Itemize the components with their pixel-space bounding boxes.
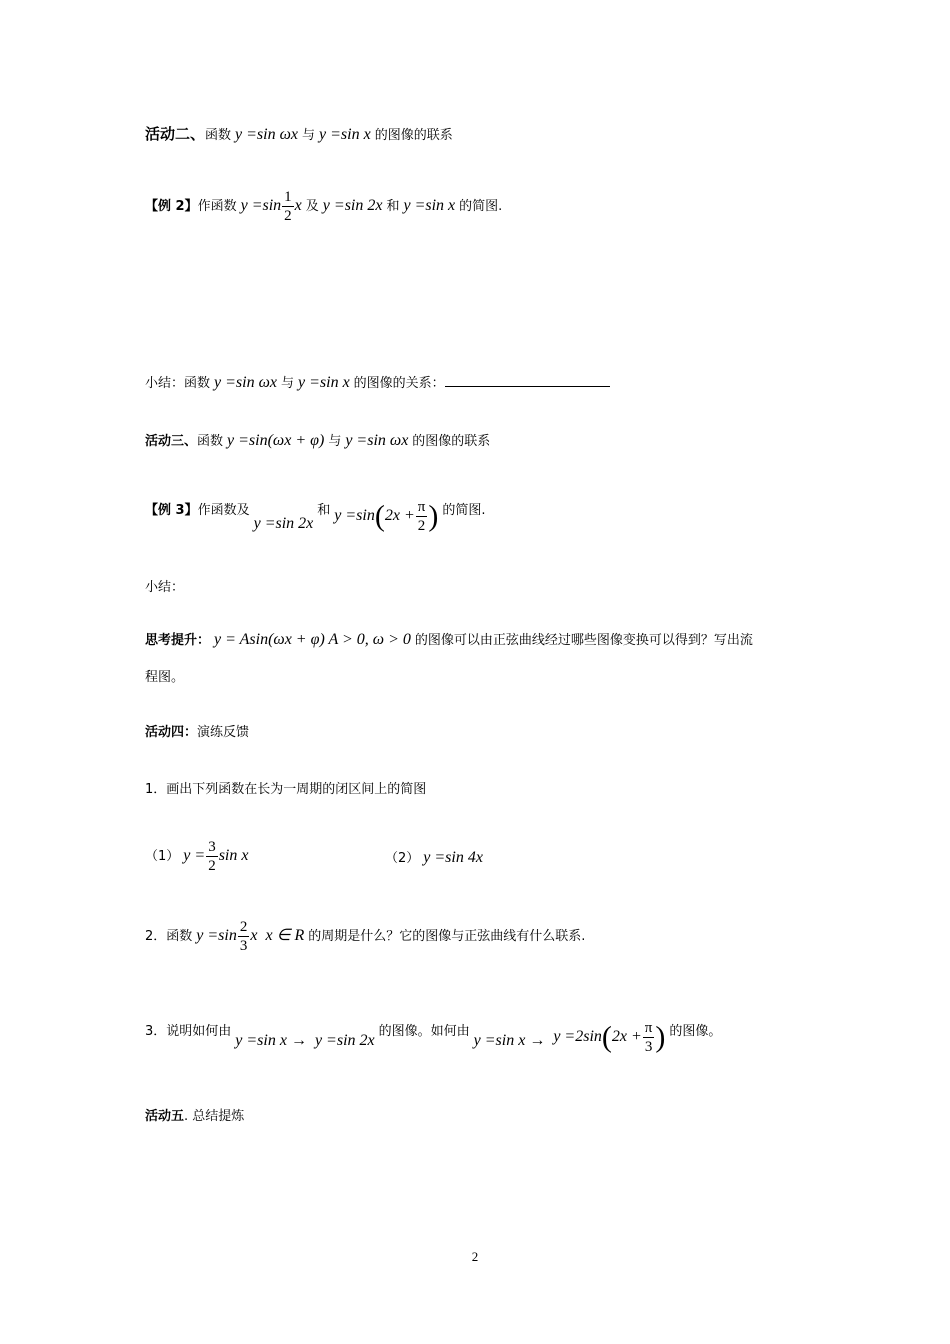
activity5-line xyxy=(145,1107,244,1127)
activity4-title: 演练反馈 xyxy=(197,725,250,740)
example3-formula1: y =sin 2x xyxy=(253,515,314,533)
q1-part1-label: （1） xyxy=(145,849,180,865)
right-paren: ) xyxy=(655,1020,666,1054)
activity2-mid: 与 xyxy=(302,128,316,143)
numerator: 3 xyxy=(208,839,216,855)
numerator: 2 xyxy=(239,919,248,935)
example2-and2: 和 xyxy=(386,199,400,215)
thinking-heading: 思考提升： xyxy=(145,633,211,648)
denominator: 3 xyxy=(239,938,248,954)
fraction xyxy=(282,188,294,225)
q3-formula3: y =sin x → xyxy=(473,1032,546,1050)
formula-head: y =sin xyxy=(196,927,237,945)
example2-formula3: y =sin x xyxy=(403,197,456,215)
q3-formula4 xyxy=(553,1020,666,1055)
activity2-prefix: 函数 xyxy=(205,128,232,143)
activity3-suffix: 的图像的联系 xyxy=(412,434,491,449)
activity3-line xyxy=(145,431,490,452)
q1-part2-formula: y =sin 4x xyxy=(423,849,483,866)
formula-head: y =sin xyxy=(240,197,282,215)
left-paren: ( xyxy=(374,499,385,533)
fraction xyxy=(238,918,250,955)
activity3-prefix: 函数 xyxy=(197,434,224,449)
fraction xyxy=(206,838,218,875)
example3-line xyxy=(145,492,486,534)
example2-label: 【例 2】 xyxy=(145,199,198,215)
activity4-heading: 活动四： xyxy=(145,725,198,740)
example2-and1: 及 xyxy=(305,199,319,215)
page-number: 2 xyxy=(471,1249,479,1264)
q2-suffix: 的周期是什么？它的图像与正弦曲线有什么联系. xyxy=(308,929,586,945)
formula-head: y = xyxy=(183,847,206,865)
formula-head: y =2sin xyxy=(553,1028,602,1046)
thinking-formula: y = Asin(ωx + φ) A > 0, ω > 0 xyxy=(214,631,411,648)
activity3-mid: 与 xyxy=(328,434,342,449)
denominator: 2 xyxy=(208,858,216,874)
summary2-text: 小结： xyxy=(145,580,185,595)
summary1-formula2: y =sin x xyxy=(298,374,350,391)
denominator: 2 xyxy=(284,208,292,224)
q2-domain: x ∈ R xyxy=(265,927,305,945)
formula-head: y =sin xyxy=(334,507,375,525)
example2-suffix: 的简图. xyxy=(459,199,503,215)
q2-line xyxy=(145,918,585,955)
formula-inner: 2x + xyxy=(384,507,415,525)
example3-suffix: 的简图. xyxy=(442,503,486,519)
summary1-suffix: 的图像的关系： xyxy=(353,376,445,391)
activity2-heading: 活动二、 xyxy=(145,125,206,143)
example3-label: 【例 3】 xyxy=(145,503,198,519)
thinking-line xyxy=(145,630,753,651)
activity3-formula2: y =sin ωx xyxy=(345,432,409,449)
formula-tail: x xyxy=(294,197,302,215)
activity2-formula1: y =sin ωx xyxy=(235,126,298,143)
answer-blank[interactable] xyxy=(445,374,610,387)
q3-mid: 的图像。如何由 xyxy=(378,1024,470,1040)
example3-prefix: 作函数及 xyxy=(197,503,250,519)
right-paren: ) xyxy=(428,499,439,533)
q2-formula xyxy=(196,919,258,954)
activity3-heading: 活动三、 xyxy=(145,434,198,449)
fraction xyxy=(643,1019,655,1056)
activity4-line xyxy=(145,723,249,743)
q1-part2 xyxy=(385,848,487,869)
example2-formula1 xyxy=(240,189,302,224)
summary1-formula1: y =sin ωx xyxy=(214,374,277,391)
q3-formula1: y =sin x → xyxy=(235,1032,307,1050)
numerator: π xyxy=(417,499,426,515)
example2-line xyxy=(145,188,502,225)
denominator: 2 xyxy=(417,518,426,534)
activity5-heading: 活动五 xyxy=(145,1109,185,1124)
q1-part2-label: （2） xyxy=(385,851,420,866)
activity2-formula2: y =sin x xyxy=(319,126,371,143)
summary1-mid: 与 xyxy=(280,376,294,391)
q3-line xyxy=(145,1013,722,1055)
activity3-formula1: y =sin(ωx + φ) xyxy=(227,432,325,449)
example2-formula2: y =sin 2x xyxy=(322,197,383,215)
fraction xyxy=(416,498,428,535)
example2-prefix: 作函数 xyxy=(197,199,237,215)
example3-and: 和 xyxy=(317,503,331,519)
thinking-text: 的图像可以由正弦曲线经过哪些图像变换可以得到？写出流 xyxy=(414,633,753,648)
q2-prefix: 2．函数 xyxy=(145,929,193,945)
formula-tail: sin x xyxy=(218,847,249,865)
q3-formula2: y =sin 2x xyxy=(314,1032,375,1050)
summary2-line xyxy=(145,578,184,598)
formula-inner: 2x + xyxy=(611,1028,642,1046)
thinking-text2: 程图。 xyxy=(145,670,185,685)
activity2-line xyxy=(145,124,453,146)
q1-part1-formula xyxy=(183,839,249,874)
activity5-title: . 总结提炼 xyxy=(184,1109,245,1124)
thinking-line-2 xyxy=(145,668,184,688)
numerator: π xyxy=(644,1020,653,1036)
example3-formula2 xyxy=(334,499,439,534)
q3-suffix: 的图像。 xyxy=(669,1024,722,1040)
q1-part1 xyxy=(145,838,252,875)
q1-text: 1．画出下列函数在长为一周期的闭区间上的简图 xyxy=(145,782,427,797)
summary1-prefix: 小结：函数 xyxy=(145,376,211,391)
numerator: 1 xyxy=(284,189,292,205)
left-paren: ( xyxy=(601,1020,612,1054)
denominator: 3 xyxy=(644,1039,653,1055)
activity2-suffix: 的图像的联系 xyxy=(374,128,453,143)
summary1-line xyxy=(145,373,610,394)
q1-line xyxy=(145,780,426,800)
formula-tail: x xyxy=(250,927,258,945)
q3-prefix: 3．说明如何由 xyxy=(145,1024,232,1040)
